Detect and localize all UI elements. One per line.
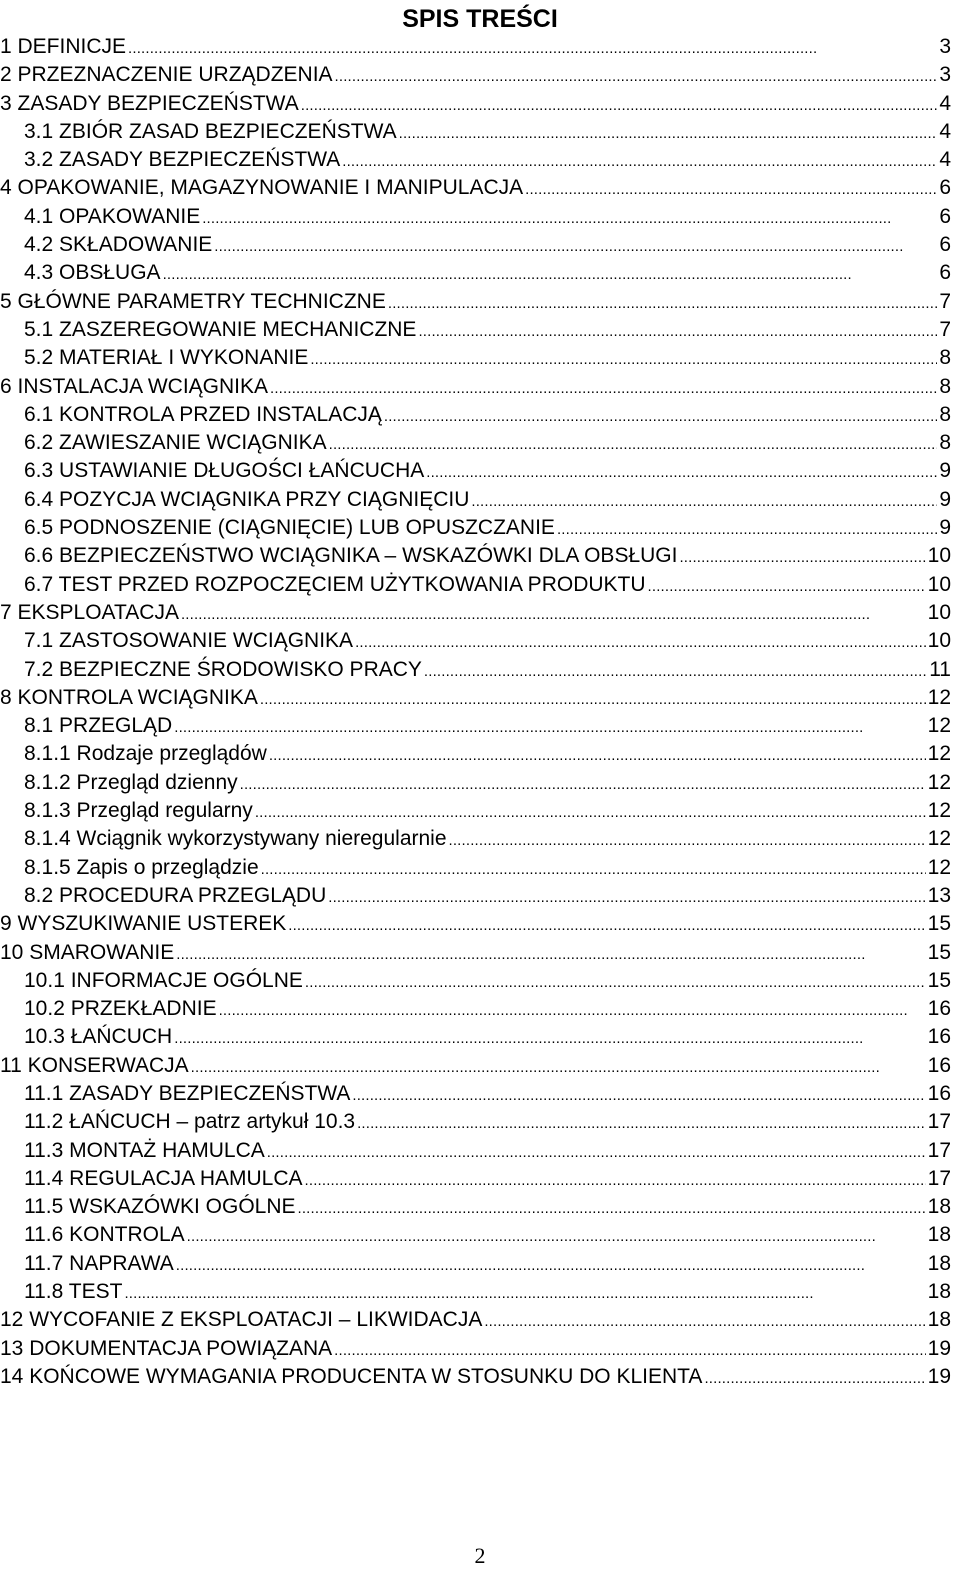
toc-entry-page: 12: [927, 714, 951, 738]
toc-entry[interactable]: [0, 401, 951, 429]
toc-dot-leader: [240, 769, 926, 799]
toc-entry-page: 7: [939, 289, 951, 313]
toc-entry[interactable]: [0, 316, 951, 344]
toc-entry[interactable]: [0, 599, 951, 627]
toc-entry-label: 8.2 PROCEDURA PRZEGLĄDU: [24, 883, 327, 907]
toc-entry-page: 16: [927, 1053, 951, 1077]
toc-dot-leader: [525, 174, 937, 204]
toc-entry[interactable]: [0, 90, 951, 118]
toc-entry-label: 12 WYCOFANIE Z EKSPLOATACJI – LIKWIDACJA: [0, 1308, 483, 1332]
toc-entry[interactable]: [0, 1080, 951, 1108]
toc-entry-page: 10: [927, 544, 951, 568]
toc-entry-page: 17: [927, 1138, 951, 1162]
toc-entry[interactable]: [0, 712, 951, 740]
toc-entry[interactable]: [0, 457, 951, 485]
toc-entry-page: 8: [939, 402, 951, 426]
toc-dot-leader: [174, 712, 925, 742]
toc-entry-page: 12: [927, 742, 951, 766]
toc-entry-label: 3.1 ZBIÓR ZASAD BEZPIECZEŃSTWA: [24, 119, 397, 143]
toc-entry-label: 6.2 ZAWIESZANIE WCIĄGNIKA: [24, 431, 327, 455]
toc-dot-leader: [334, 1335, 925, 1365]
toc-entry-label: 4.1 OPAKOWANIE: [24, 204, 201, 228]
toc-entry-page: 4: [939, 91, 951, 115]
toc-dot-leader: [288, 910, 925, 940]
toc-dot-leader: [176, 1250, 926, 1280]
toc-entry[interactable]: [0, 514, 951, 542]
toc-dot-leader: [357, 1108, 926, 1138]
toc-entry[interactable]: [0, 825, 951, 853]
toc-entry-label: 10.2 PRZEKŁADNIE: [24, 997, 217, 1021]
toc-entry[interactable]: [0, 1193, 951, 1221]
toc-dot-leader: [648, 571, 926, 601]
toc-entry[interactable]: [0, 61, 951, 89]
toc-entry-label: 5.1 ZASZEREGOWANIE MECHANICZNE: [24, 317, 417, 341]
toc-entry[interactable]: [0, 118, 951, 146]
toc-entry[interactable]: [0, 627, 951, 655]
toc-entry-page: 12: [927, 799, 951, 823]
toc-entry[interactable]: [0, 174, 951, 202]
toc-entry-label: 3 ZASADY BEZPIECZEŃSTWA: [0, 91, 299, 115]
toc-dot-leader: [704, 1363, 925, 1393]
toc-entry[interactable]: [0, 231, 951, 259]
toc-dot-leader: [191, 1052, 926, 1082]
toc-entry-page: 16: [927, 1081, 951, 1105]
toc-entry-label: 11 KONSERWACJA: [0, 1053, 189, 1077]
toc-entry[interactable]: [0, 769, 951, 797]
toc-entry-label: 2 PRZEZNACZENIE URZĄDZENIA: [0, 63, 333, 87]
toc-entry-page: 18: [927, 1195, 951, 1219]
toc-dot-leader: [471, 486, 937, 516]
toc-entry[interactable]: [0, 882, 951, 910]
toc-dot-leader: [174, 1023, 925, 1053]
toc-entry-label: 7.2 BEZPIECZNE ŚRODOWISKO PRACY: [24, 657, 422, 681]
toc-entry-label: 11.7 NAPRAWA: [24, 1251, 174, 1275]
toc-entry-label: 11.5 WSKAZÓWKI OGÓLNE: [24, 1195, 296, 1219]
toc-entry-page: 9: [939, 487, 951, 511]
toc-entry[interactable]: [0, 203, 951, 231]
toc-entry-page: 12: [927, 685, 951, 709]
toc-dot-leader: [424, 656, 927, 686]
toc-entry-label: 6.7 TEST PRZED ROZPOCZĘCIEM UŻYTKOWANIA PRODUKTU: [24, 572, 646, 596]
toc-entry-label: 6.5 PODNOSZENIE (CIĄGNIĘCIE) LUB OPUSZCZANIE: [24, 516, 555, 540]
toc-entry[interactable]: [0, 684, 951, 712]
toc-entry-label: 11.8 TEST: [24, 1280, 123, 1304]
toc-entry-page: 6: [939, 204, 951, 228]
toc-entry-label: 4.2 SKŁADOWANIE: [24, 233, 213, 257]
toc-entry-label: 4.3 OBSŁUGA: [24, 261, 161, 285]
toc-entry[interactable]: [0, 542, 951, 570]
toc-entry-page: 15: [927, 912, 951, 936]
toc-dot-leader: [399, 118, 938, 148]
toc-entry[interactable]: [0, 288, 951, 316]
toc-entry-page: 16: [927, 997, 951, 1021]
toc-entry[interactable]: [0, 429, 951, 457]
toc-dot-leader: [214, 231, 937, 261]
toc-entry-label: 6.4 POZYCJA WCIĄGNIKA PRZY CIĄGNIĘCIU: [24, 487, 470, 511]
toc-entry-label: 11.1 ZASADY BEZPIECZEŃSTWA: [24, 1081, 351, 1105]
toc-entry-label: 7 EKSPLOATACJA: [0, 600, 179, 624]
page-title: SPIS TREŚCI: [402, 5, 558, 33]
toc-entry[interactable]: [0, 854, 951, 882]
toc-entry-page: 15: [927, 968, 951, 992]
toc-entry-page: 15: [927, 940, 951, 964]
page-number: 2: [474, 1543, 486, 1568]
toc-dot-leader: [261, 854, 926, 884]
toc-dot-leader: [219, 995, 926, 1025]
toc-entry-page: 18: [927, 1223, 951, 1247]
toc-entry-label: 9 WYSZUKIWANIE USTEREK: [0, 912, 287, 936]
toc-entry-label: 11.3 MONTAŻ HAMULCA: [24, 1138, 265, 1162]
toc-entry-page: 10: [927, 572, 951, 596]
toc-dot-leader: [388, 288, 937, 318]
toc-entry-page: 16: [927, 1025, 951, 1049]
toc-entry-label: 6.6 BEZPIECZEŃSTWO WCIĄGNIKA – WSKAZÓWKI DLA OBSŁUGI: [24, 544, 678, 568]
toc-entry-label: 8.1.3 Przegląd regularny: [24, 799, 253, 823]
toc-entry-page: 11: [929, 657, 951, 681]
toc-entry[interactable]: [0, 1052, 951, 1080]
toc-entry-label: 8.1.1 Rodzaje przeglądów: [24, 742, 267, 766]
toc-entry-page: 6: [939, 233, 951, 257]
toc-entry-page: 13: [927, 883, 951, 907]
toc-dot-leader: [267, 1137, 926, 1167]
toc-entry-label: 8 KONTROLA WCIĄGNIKA: [0, 685, 258, 709]
toc-entry-label: 5.2 MATERIAŁ I WYKONANIE: [24, 346, 309, 370]
toc-dot-leader: [310, 344, 937, 374]
toc-dot-leader: [352, 1080, 925, 1110]
toc-entry-label: 10.1 INFORMACJE OGÓLNE: [24, 968, 303, 992]
toc-entry[interactable]: [0, 656, 951, 684]
toc-dot-leader: [163, 259, 938, 289]
toc-entry-label: 8.1 PRZEGLĄD: [24, 714, 173, 738]
toc-entry-label: 10.3 ŁAŃCUCH: [24, 1025, 173, 1049]
toc-entry[interactable]: [0, 797, 951, 825]
toc-entry-page: 10: [927, 629, 951, 653]
toc-entry[interactable]: [0, 1306, 951, 1334]
toc-entry[interactable]: [0, 1250, 951, 1278]
toc-dot-leader: [384, 401, 937, 431]
toc-dot-leader: [328, 882, 925, 912]
toc-dot-leader: [305, 1165, 926, 1195]
toc-entry-page: 7: [939, 317, 951, 341]
toc-entry[interactable]: [0, 1278, 951, 1306]
table-of-contents: [0, 33, 951, 1391]
toc-entry[interactable]: [0, 1108, 951, 1136]
toc-dot-leader: [301, 90, 938, 120]
toc-dot-leader: [187, 1221, 926, 1251]
toc-entry-page: 12: [927, 855, 951, 879]
toc-entry[interactable]: [0, 995, 951, 1023]
toc-entry-page: 4: [939, 119, 951, 143]
toc-entry[interactable]: [0, 967, 951, 995]
toc-dot-leader: [202, 203, 937, 233]
toc-entry[interactable]: [0, 1137, 951, 1165]
toc-entry-page: 3: [939, 63, 951, 87]
toc-entry-page: 12: [927, 770, 951, 794]
toc-entry-page: 12: [927, 827, 951, 851]
toc-dot-leader: [557, 514, 937, 544]
toc-entry-page: 10: [927, 600, 951, 624]
toc-dot-leader: [269, 740, 926, 770]
toc-entry[interactable]: [0, 1221, 951, 1249]
toc-entry[interactable]: [0, 1023, 951, 1051]
toc-dot-leader: [305, 967, 926, 997]
toc-entry[interactable]: [0, 571, 951, 599]
toc-entry-label: 13 DOKUMENTACJA POWIĄZANA: [0, 1336, 333, 1360]
toc-dot-leader: [335, 61, 938, 91]
toc-dot-leader: [298, 1193, 926, 1223]
toc-entry-page: 8: [939, 431, 951, 455]
toc-dot-leader: [176, 939, 925, 969]
toc-dot-leader: [260, 684, 926, 714]
toc-entry-page: 19: [927, 1364, 951, 1388]
toc-dot-leader: [355, 627, 926, 657]
toc-entry[interactable]: [0, 373, 951, 401]
toc-dot-leader: [484, 1306, 925, 1336]
toc-entry-page: 19: [927, 1336, 951, 1360]
toc-entry-label: 11.4 REGULACJA HAMULCA: [24, 1166, 303, 1190]
toc-dot-leader: [449, 825, 926, 855]
toc-entry-label: 11.6 KONTROLA: [24, 1223, 185, 1247]
toc-entry[interactable]: [0, 33, 951, 61]
toc-entry[interactable]: [0, 486, 951, 514]
toc-dot-leader: [255, 797, 926, 827]
toc-entry-page: 8: [939, 346, 951, 370]
toc-entry-page: 17: [927, 1110, 951, 1134]
toc-entry-page: 18: [927, 1308, 951, 1332]
toc-entry[interactable]: [0, 1335, 951, 1363]
toc-dot-leader: [128, 33, 937, 63]
toc-entry-page: 18: [927, 1280, 951, 1304]
toc-dot-leader: [342, 146, 937, 176]
toc-entry-label: 6.1 KONTROLA PRZED INSTALACJĄ: [24, 402, 382, 426]
toc-entry-label: 6 INSTALACJA WCIĄGNIKA: [0, 374, 269, 398]
toc-entry-label: 7.1 ZASTOSOWANIE WCIĄGNIKA: [24, 629, 354, 653]
toc-entry[interactable]: [0, 344, 951, 372]
toc-dot-leader: [679, 542, 925, 572]
toc-entry-page: 17: [927, 1166, 951, 1190]
toc-entry-page: 9: [939, 516, 951, 540]
toc-entry-page: 3: [939, 35, 951, 58]
toc-entry-page: 8: [939, 374, 951, 398]
toc-entry-label: 8.1.4 Wciągnik wykorzystywany nieregularnie: [24, 827, 447, 851]
toc-entry-label: 11.2 ŁAŃCUCH – patrz artykuł 10.3: [24, 1110, 356, 1134]
toc-dot-leader: [181, 599, 926, 629]
toc-entry-page: 4: [939, 148, 951, 172]
toc-entry[interactable]: [0, 740, 951, 768]
toc-entry-label: 6.3 USTAWIANIE DŁUGOŚCI ŁAŃCUCHA: [24, 459, 425, 483]
toc-dot-leader: [426, 457, 937, 487]
toc-entry-page: 9: [939, 459, 951, 483]
toc-entry[interactable]: [0, 1363, 951, 1391]
toc-entry-label: 5 GŁÓWNE PARAMETRY TECHNICZNE: [0, 289, 386, 313]
toc-dot-leader: [418, 316, 937, 346]
toc-entry[interactable]: [0, 146, 951, 174]
toc-entry-label: 8.1.5 Zapis o przeglądzie: [24, 855, 259, 879]
toc-dot-leader: [329, 429, 938, 459]
toc-entry-page: 18: [927, 1251, 951, 1275]
toc-entry-label: 4 OPAKOWANIE, MAGAZYNOWANIE I MANIPULACJA: [0, 176, 524, 200]
toc-dot-leader: [124, 1278, 925, 1308]
toc-entry[interactable]: [0, 1165, 951, 1193]
toc-entry[interactable]: [0, 910, 951, 938]
toc-entry-page: 6: [939, 176, 951, 200]
toc-entry[interactable]: [0, 259, 951, 287]
toc-entry-label: 10 SMAROWANIE: [0, 940, 175, 964]
toc-entry-label: 14 KOŃCOWE WYMAGANIA PRODUCENTA W STOSUNKU DO KLIENTA: [0, 1364, 703, 1388]
toc-entry-label: 8.1.2 Przegląd dzienny: [24, 770, 238, 794]
toc-entry[interactable]: [0, 939, 951, 967]
toc-entry-label: 3.2 ZASADY BEZPIECZEŃSTWA: [24, 148, 341, 172]
toc-entry-label: 1 DEFINICJE: [0, 35, 127, 58]
toc-entry-page: 6: [939, 261, 951, 285]
toc-dot-leader: [270, 373, 937, 403]
